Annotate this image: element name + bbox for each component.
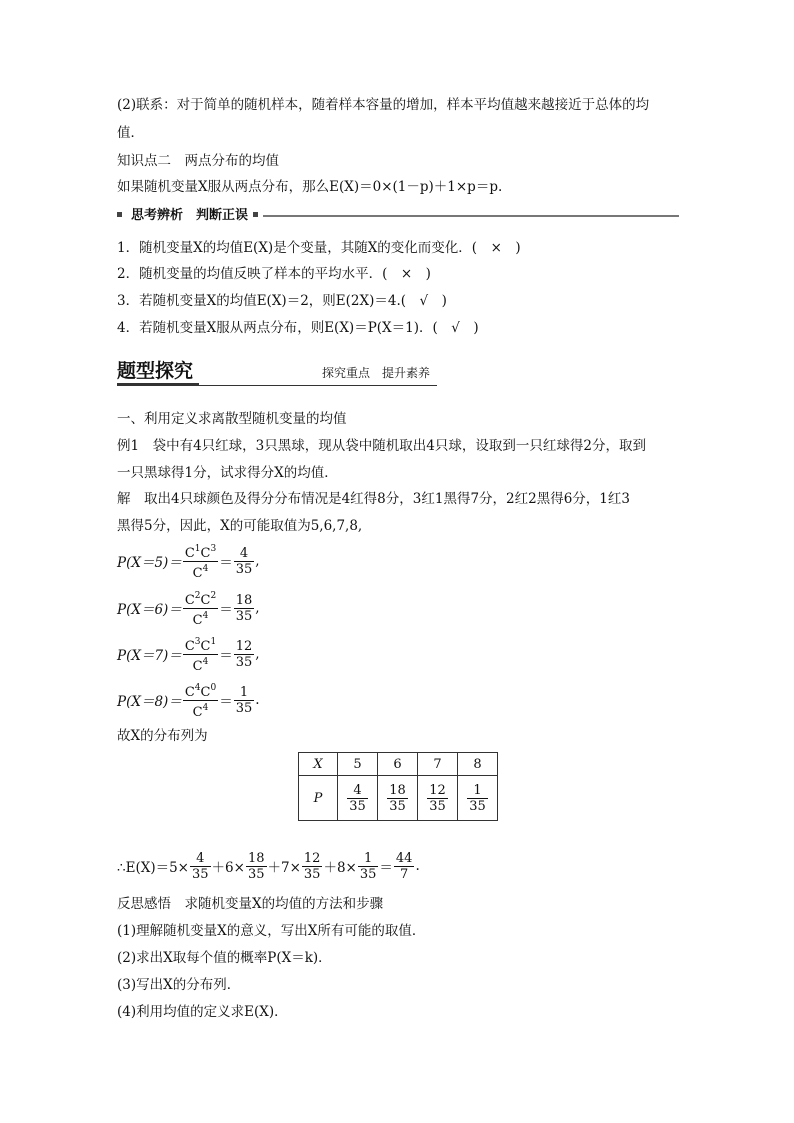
bullet-square-icon: [117, 212, 122, 217]
reflect-step-2: (2)求出X取每个值的概率P(X＝k)．: [117, 950, 332, 966]
prob-result: $\frac{18}{35}$: [235, 592, 253, 624]
section-header: [117, 358, 437, 386]
prob-line: P(X＝8)＝ $\frac{C^4C^0}{C^4}$ ＝ $\frac{1}{35}$ .: [117, 682, 260, 720]
knowledge-point-2-title: 知识点二 两点分布的均值: [117, 153, 279, 169]
table-cell: $\frac{18}{35}$: [378, 776, 418, 821]
think-section-title: 思考辨析 判断正误: [131, 208, 249, 223]
judge-item-4: 4．若随机变量X服从两点分布，则E(X)＝P(X＝1)．( √ ): [117, 320, 479, 336]
section-title: 题型探究: [117, 360, 194, 382]
reflect-step-4: (4)利用均值的定义求E(X)．: [117, 1004, 288, 1020]
judge-item-2: 2．随机变量的均值反映了样本的平均水平．( × ): [117, 266, 431, 282]
table-cell: 8: [458, 753, 498, 776]
table-cell: $\frac{1}{35}$: [458, 776, 498, 821]
prob-line: P(X＝7)＝ $\frac{C^3C^1}{C^4}$ ＝ $\frac{12}{35}$ ,: [117, 636, 260, 674]
combination-fraction: $\frac{C^1C^3}{C^4}$: [184, 543, 217, 581]
table-header-p: P: [299, 776, 338, 821]
prob-lhs: P(X＝6)＝: [117, 602, 182, 618]
distribution-table: [298, 752, 498, 821]
combination-fraction: $\frac{C^4C^0}{C^4}$: [184, 682, 217, 720]
topic-heading: 一、利用定义求离散型随机变量的均值: [117, 411, 347, 427]
judge-item-3: 3．若随机变量X的均值E(X)＝2，则E(2X)＝4.( √ ): [117, 293, 447, 309]
prob-line: P(X＝6)＝ $\frac{C^2C^2}{C^4}$ ＝ $\frac{18}{35}$ ,: [117, 590, 260, 628]
table-cell: 5: [338, 753, 378, 776]
table-row: [299, 753, 498, 776]
example-line-2: 一只黑球得1分，试求得分X的均值．: [117, 465, 338, 481]
combination-fraction: $\frac{C^3C^1}{C^4}$: [184, 636, 217, 674]
judge-item-1: 1．随机变量X的均值E(X)是个变量，其随X的变化而变化．( × ): [117, 240, 521, 256]
table-header-x: X: [299, 753, 338, 776]
table-cell: $\frac{12}{35}$: [418, 776, 458, 821]
expectation-formula: ∴E(X)＝5× $\frac{4}{35}$ ＋6× $\frac{18}{35}$ ＋7× $\frac{12}{35}$ ＋8× $\frac{1}{35}$ ＝ $\frac{44}{7}$ .: [117, 850, 420, 882]
section-subtitle: 探究重点 提升素养: [322, 366, 431, 380]
section-divider: [263, 215, 679, 217]
table-row: [299, 776, 498, 821]
table-cell: $\frac{4}{35}$: [338, 776, 378, 821]
reflect-step-3: (3)写出X的分布列．: [117, 977, 241, 993]
prob-lhs: P(X＝7)＝: [117, 648, 182, 664]
bullet-square-icon: [253, 212, 258, 217]
intro-line-1: (2)联系：对于简单的随机样本，随着样本容量的增加，样本平均值越来越接近于总体的均: [117, 97, 650, 113]
prob-lhs: P(X＝8)＝: [117, 694, 182, 710]
solution-line-2: 黑得5分，因此，X的可能取值为5,6,7,8,: [117, 518, 363, 534]
prob-result: $\frac{12}{35}$: [235, 638, 253, 670]
reflect-step-1: (1)理解随机变量X的意义，写出X所有可能的取值．: [117, 923, 426, 939]
example-line-1: 例1 袋中有4只红球，3只黑球，现从袋中随机取出4只球，设取到一只红球得2分，取到: [117, 438, 646, 454]
prob-line: P(X＝5)＝ $\frac{C^1C^3}{C^4}$ ＝ $\frac{4}{35}$ ,: [117, 543, 260, 581]
think-section-bar: [117, 206, 679, 226]
intro-line-2: 值．: [117, 125, 144, 141]
reflect-title: 反思感悟 求随机变量X的均值的方法和步骤: [117, 896, 384, 912]
table-cell: 6: [378, 753, 418, 776]
knowledge-point-2-text: 如果随机变量X服从两点分布，那么E(X)＝0×(1－p)＋1×p＝p.: [117, 179, 503, 195]
prob-lhs: P(X＝5)＝: [117, 555, 182, 571]
prob-result: $\frac{4}{35}$: [235, 545, 253, 577]
prob-result: $\frac{1}{35}$: [235, 684, 253, 716]
table-cell: 7: [418, 753, 458, 776]
header-rule: [117, 385, 437, 386]
solution-line-1: 解 取出4只球颜色及得分分布情况是4红得8分，3红1黑得7分，2红2黑得6分，1红3: [117, 491, 630, 507]
combination-fraction: $\frac{C^2C^2}{C^4}$: [184, 590, 217, 628]
distribution-intro: 故X的分布列为: [117, 728, 208, 744]
